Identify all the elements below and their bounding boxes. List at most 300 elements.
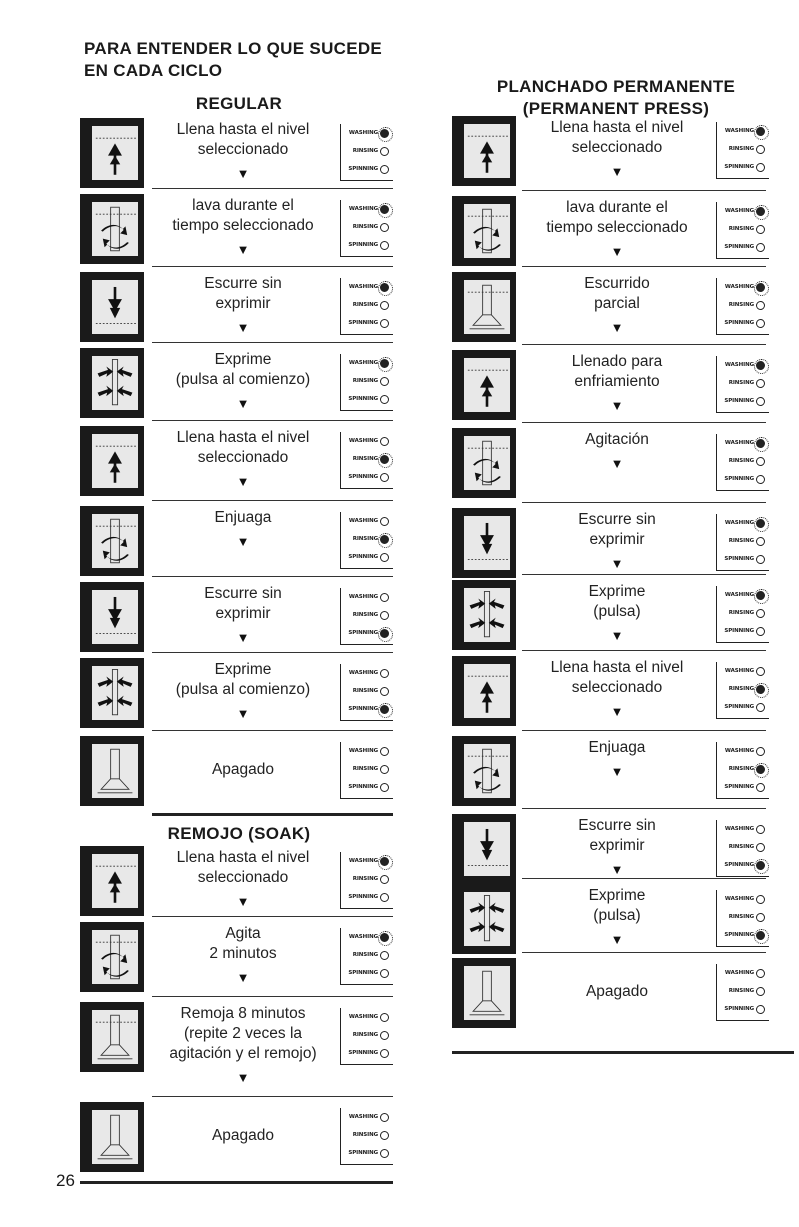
off-icon bbox=[452, 958, 516, 1028]
rinsing-indicator-label: RINSING bbox=[352, 535, 378, 542]
fill-icon bbox=[80, 426, 144, 496]
down-arrow-icon: ▼ bbox=[236, 630, 250, 645]
washing-indicator-row bbox=[717, 356, 769, 374]
fill-icon bbox=[452, 656, 516, 726]
regular-status-indicator-panel bbox=[340, 124, 393, 181]
soak-status-indicator-panel bbox=[340, 1108, 393, 1165]
spinning-indicator-label: SPINNING bbox=[724, 703, 754, 710]
washing-indicator-row bbox=[341, 278, 393, 296]
washing-indicator-row bbox=[717, 820, 769, 838]
spinning-indicator-row bbox=[341, 1044, 393, 1062]
spinning-indicator-row bbox=[717, 698, 769, 716]
permanent-press-step-description bbox=[522, 430, 712, 472]
permanent-press-step-description bbox=[522, 118, 712, 180]
rinsing-light-off-icon bbox=[756, 843, 765, 852]
page-number: 26 bbox=[56, 1171, 75, 1190]
page-title bbox=[84, 38, 414, 82]
washing-light-off-icon bbox=[756, 895, 765, 904]
fill-icon bbox=[80, 118, 144, 188]
drain-icon bbox=[80, 582, 144, 652]
permanent-press-status-indicator-panel bbox=[716, 742, 769, 799]
spinning-indicator-label: SPINNING bbox=[348, 1049, 378, 1056]
step-text: Agita 2 minutos bbox=[209, 925, 277, 962]
washing-light-off-icon bbox=[380, 747, 389, 756]
rinsing-indicator-label: RINSING bbox=[728, 765, 754, 772]
rinsing-light-off-icon bbox=[380, 611, 389, 620]
regular-status-indicator-panel bbox=[340, 354, 393, 411]
rinsing-indicator-row bbox=[717, 532, 769, 550]
spinning-light-on-icon bbox=[756, 861, 765, 870]
spin-icon bbox=[80, 348, 144, 418]
rinsing-indicator-label: RINSING bbox=[352, 223, 378, 230]
step-separator bbox=[152, 266, 393, 267]
rinsing-light-on-icon bbox=[756, 765, 765, 774]
rinsing-indicator-label: RINSING bbox=[352, 875, 378, 882]
step-text: Llena hasta el nivel seleccionado bbox=[176, 121, 310, 158]
step-text: Enjuaga bbox=[588, 739, 646, 756]
spinning-indicator-label: SPINNING bbox=[348, 893, 378, 900]
washing-indicator-label: WASHING bbox=[724, 207, 754, 214]
spinning-indicator-label: SPINNING bbox=[724, 475, 754, 482]
washing-indicator-row bbox=[341, 512, 393, 530]
step-separator bbox=[152, 188, 393, 189]
rinsing-indicator-row bbox=[717, 604, 769, 622]
spinning-light-off-icon bbox=[756, 397, 765, 406]
washing-indicator-label: WASHING bbox=[348, 517, 378, 524]
washing-light-off-icon bbox=[380, 437, 389, 446]
rinsing-light-off-icon bbox=[756, 379, 765, 388]
spinning-indicator-row bbox=[341, 160, 393, 178]
drain-icon bbox=[452, 508, 516, 578]
rinsing-indicator-label: RINSING bbox=[352, 147, 378, 154]
soak-step-description bbox=[152, 924, 334, 986]
permanent-press-status-indicator-panel bbox=[716, 586, 769, 643]
washing-indicator-label: WASHING bbox=[348, 933, 378, 940]
washing-indicator-label: WASHING bbox=[724, 283, 754, 290]
regular-step-description bbox=[152, 760, 334, 780]
washing-light-off-icon bbox=[380, 517, 389, 526]
permanent-press-status-indicator-panel bbox=[716, 514, 769, 571]
washing-light-off-icon bbox=[380, 1013, 389, 1022]
spinning-indicator-label: SPINNING bbox=[348, 783, 378, 790]
spinning-indicator-row bbox=[717, 158, 769, 176]
step-separator bbox=[522, 574, 766, 575]
spinning-indicator-row bbox=[341, 390, 393, 408]
washing-indicator-label: WASHING bbox=[348, 593, 378, 600]
rinsing-indicator-label: RINSING bbox=[352, 951, 378, 958]
washing-light-on-icon bbox=[380, 205, 389, 214]
fill-icon bbox=[452, 116, 516, 186]
washing-indicator-row bbox=[717, 514, 769, 532]
spinning-light-off-icon bbox=[380, 783, 389, 792]
washing-indicator-label: WASHING bbox=[724, 127, 754, 134]
spinning-indicator-row bbox=[717, 926, 769, 944]
rinsing-indicator-label: RINSING bbox=[728, 301, 754, 308]
agitate-icon bbox=[452, 196, 516, 266]
washing-indicator-label: WASHING bbox=[724, 969, 754, 976]
rinsing-light-on-icon bbox=[380, 455, 389, 464]
step-text: lava durante el tiempo seleccionado bbox=[546, 199, 688, 236]
permanent-press-status-indicator-panel bbox=[716, 122, 769, 179]
down-arrow-icon: ▼ bbox=[236, 320, 250, 335]
washing-light-on-icon bbox=[756, 283, 765, 292]
page-bottom-rule bbox=[80, 1181, 393, 1184]
spinning-indicator-label: SPINNING bbox=[348, 319, 378, 326]
spinning-indicator-row bbox=[341, 624, 393, 642]
spinning-indicator-row bbox=[717, 392, 769, 410]
rinsing-light-on-icon bbox=[756, 685, 765, 694]
spinning-indicator-label: SPINNING bbox=[724, 397, 754, 404]
spinning-indicator-label: SPINNING bbox=[348, 969, 378, 976]
spinning-indicator-row bbox=[717, 778, 769, 796]
rinsing-indicator-row bbox=[717, 374, 769, 392]
step-text: Exprime (pulsa al comienzo) bbox=[175, 351, 311, 388]
washing-indicator-row bbox=[341, 432, 393, 450]
step-separator bbox=[522, 730, 766, 731]
step-separator bbox=[522, 422, 766, 423]
washing-indicator-row bbox=[341, 1108, 393, 1126]
washing-indicator-row bbox=[717, 964, 769, 982]
step-separator bbox=[152, 342, 393, 343]
rinsing-light-off-icon bbox=[756, 987, 765, 996]
spinning-indicator-label: SPINNING bbox=[724, 555, 754, 562]
spinning-light-off-icon bbox=[756, 475, 765, 484]
rinsing-light-off-icon bbox=[380, 223, 389, 232]
soak-status-indicator-panel bbox=[340, 852, 393, 909]
permanent-press-step-description bbox=[522, 658, 712, 720]
rinsing-indicator-row bbox=[717, 296, 769, 314]
soak-section-title: REMOJO (SOAK) bbox=[167, 824, 311, 843]
washing-indicator-label: WASHING bbox=[348, 857, 378, 864]
washing-indicator-row bbox=[717, 278, 769, 296]
step-separator bbox=[522, 502, 766, 503]
spinning-light-off-icon bbox=[756, 163, 765, 172]
step-separator bbox=[522, 650, 766, 651]
step-separator bbox=[522, 808, 766, 809]
rinsing-indicator-row bbox=[341, 760, 393, 778]
step-text: Escurre sin exprimir bbox=[204, 585, 282, 622]
down-arrow-icon: ▼ bbox=[610, 456, 624, 471]
step-text: Llena hasta el nivel seleccionado bbox=[550, 119, 684, 156]
permanent-press-status-indicator-panel bbox=[716, 434, 769, 491]
down-arrow-icon: ▼ bbox=[236, 970, 250, 985]
permanent-press-step-description bbox=[522, 510, 712, 572]
off-icon bbox=[80, 736, 144, 806]
washing-indicator-row bbox=[341, 852, 393, 870]
rinsing-light-off-icon bbox=[380, 765, 389, 774]
step-text: Llena hasta el nivel seleccionado bbox=[176, 849, 310, 886]
spinning-light-on-icon bbox=[756, 931, 765, 940]
fill-icon bbox=[452, 350, 516, 420]
down-arrow-icon: ▼ bbox=[610, 164, 624, 179]
rinsing-light-off-icon bbox=[380, 951, 389, 960]
regular-step-description bbox=[152, 428, 334, 490]
step-separator bbox=[152, 500, 393, 501]
washing-light-off-icon bbox=[756, 825, 765, 834]
spinning-indicator-label: SPINNING bbox=[348, 473, 378, 480]
washing-indicator-label: WASHING bbox=[724, 591, 754, 598]
permanent-press-step-description bbox=[522, 274, 712, 336]
washing-light-on-icon bbox=[380, 283, 389, 292]
rinsing-light-on-icon bbox=[380, 535, 389, 544]
rinsing-indicator-label: RINSING bbox=[728, 987, 754, 994]
down-arrow-icon: ▼ bbox=[236, 474, 250, 489]
rinsing-indicator-label: RINSING bbox=[728, 913, 754, 920]
spinning-light-off-icon bbox=[380, 1149, 389, 1158]
rinsing-indicator-label: RINSING bbox=[352, 611, 378, 618]
soak-icon bbox=[80, 1002, 144, 1072]
step-separator bbox=[152, 1096, 393, 1097]
rinsing-light-off-icon bbox=[380, 875, 389, 884]
spin-icon bbox=[80, 658, 144, 728]
washing-light-on-icon bbox=[756, 361, 765, 370]
washing-light-on-icon bbox=[756, 591, 765, 600]
rinsing-light-off-icon bbox=[380, 687, 389, 696]
soak-status-indicator-panel bbox=[340, 928, 393, 985]
down-arrow-icon: ▼ bbox=[610, 862, 624, 877]
rinsing-indicator-row bbox=[341, 1026, 393, 1044]
washing-indicator-row bbox=[717, 586, 769, 604]
washing-indicator-label: WASHING bbox=[348, 359, 378, 366]
down-arrow-icon: ▼ bbox=[610, 704, 624, 719]
rinsing-light-off-icon bbox=[756, 537, 765, 546]
spinning-light-off-icon bbox=[380, 553, 389, 562]
spinning-light-off-icon bbox=[756, 627, 765, 636]
spinning-indicator-row bbox=[341, 778, 393, 796]
step-text: lava durante el tiempo seleccionado bbox=[172, 197, 314, 234]
washing-indicator-label: WASHING bbox=[724, 361, 754, 368]
down-arrow-icon: ▼ bbox=[236, 706, 250, 721]
permanent-press-status-indicator-panel bbox=[716, 278, 769, 335]
permanent-press-title-line-2: (PERMANENT PRESS) bbox=[522, 99, 710, 118]
spin-icon bbox=[452, 580, 516, 650]
washing-indicator-label: WASHING bbox=[724, 895, 754, 902]
washing-light-on-icon bbox=[380, 129, 389, 138]
washing-indicator-row bbox=[341, 200, 393, 218]
spinning-light-off-icon bbox=[380, 969, 389, 978]
permanent-press-status-indicator-panel bbox=[716, 356, 769, 413]
rinsing-light-off-icon bbox=[380, 377, 389, 386]
rinsing-indicator-row bbox=[717, 452, 769, 470]
permanent-press-status-indicator-panel bbox=[716, 964, 769, 1021]
rinsing-indicator-label: RINSING bbox=[352, 377, 378, 384]
rinsing-light-off-icon bbox=[380, 1131, 389, 1140]
rinsing-light-off-icon bbox=[756, 913, 765, 922]
permanent-press-step-description bbox=[522, 582, 712, 644]
rinsing-indicator-row bbox=[341, 296, 393, 314]
spinning-indicator-row bbox=[341, 548, 393, 566]
rinsing-light-off-icon bbox=[756, 457, 765, 466]
spinning-indicator-row bbox=[341, 1144, 393, 1162]
step-text: Exprime (pulsa) bbox=[588, 887, 646, 924]
washing-indicator-row bbox=[717, 662, 769, 680]
rinsing-indicator-label: RINSING bbox=[728, 379, 754, 386]
spinning-light-on-icon bbox=[380, 629, 389, 638]
permanent-press-status-indicator-panel bbox=[716, 820, 769, 877]
washing-light-on-icon bbox=[380, 933, 389, 942]
washing-indicator-row bbox=[717, 202, 769, 220]
spinning-light-off-icon bbox=[380, 241, 389, 250]
drain-icon bbox=[80, 272, 144, 342]
rinsing-indicator-row bbox=[717, 760, 769, 778]
off-icon bbox=[80, 1102, 144, 1172]
spinning-indicator-label: SPINNING bbox=[724, 783, 754, 790]
rinsing-indicator-row bbox=[341, 870, 393, 888]
washing-indicator-label: WASHING bbox=[724, 519, 754, 526]
spinning-indicator-label: SPINNING bbox=[348, 241, 378, 248]
washing-light-on-icon bbox=[756, 439, 765, 448]
washing-light-off-icon bbox=[380, 593, 389, 602]
washing-light-on-icon bbox=[756, 519, 765, 528]
soak-icon bbox=[452, 272, 516, 342]
washing-indicator-row bbox=[341, 124, 393, 142]
step-separator bbox=[152, 996, 393, 997]
spinning-light-off-icon bbox=[756, 243, 765, 252]
washing-indicator-row bbox=[341, 742, 393, 760]
regular-status-indicator-panel bbox=[340, 512, 393, 569]
down-arrow-icon: ▼ bbox=[610, 244, 624, 259]
down-arrow-icon: ▼ bbox=[610, 556, 624, 571]
regular-step-description bbox=[152, 120, 334, 182]
down-arrow-icon: ▼ bbox=[236, 242, 250, 257]
washing-indicator-label: WASHING bbox=[724, 825, 754, 832]
spinning-light-off-icon bbox=[380, 1049, 389, 1058]
rinsing-indicator-label: RINSING bbox=[352, 687, 378, 694]
spinning-indicator-row bbox=[341, 236, 393, 254]
regular-step-description bbox=[152, 660, 334, 722]
spinning-indicator-row bbox=[341, 468, 393, 486]
spinning-indicator-row bbox=[717, 1000, 769, 1018]
rinsing-indicator-row bbox=[341, 218, 393, 236]
rinsing-indicator-row bbox=[341, 682, 393, 700]
down-arrow-icon: ▼ bbox=[236, 534, 250, 549]
spinning-light-off-icon bbox=[380, 473, 389, 482]
rinsing-light-off-icon bbox=[380, 1031, 389, 1040]
regular-step-description bbox=[152, 350, 334, 412]
spin-icon bbox=[452, 884, 516, 954]
spinning-light-off-icon bbox=[756, 1005, 765, 1014]
down-arrow-icon: ▼ bbox=[610, 320, 624, 335]
rinsing-indicator-row bbox=[717, 908, 769, 926]
regular-step-description bbox=[152, 196, 334, 258]
rinsing-indicator-row bbox=[341, 1126, 393, 1144]
page-title-line-2: EN CADA CICLO bbox=[84, 61, 223, 80]
spinning-light-off-icon bbox=[756, 555, 765, 564]
rinsing-light-off-icon bbox=[756, 609, 765, 618]
spinning-indicator-row bbox=[717, 314, 769, 332]
soak-step-description bbox=[152, 1004, 334, 1086]
regular-step-description bbox=[152, 508, 334, 550]
rinsing-light-off-icon bbox=[380, 147, 389, 156]
washing-light-off-icon bbox=[756, 747, 765, 756]
regular-status-indicator-panel bbox=[340, 278, 393, 335]
washing-light-off-icon bbox=[380, 669, 389, 678]
step-text: Apagado bbox=[211, 1127, 275, 1144]
spinning-indicator-label: SPINNING bbox=[348, 165, 378, 172]
step-separator bbox=[522, 266, 766, 267]
washing-light-off-icon bbox=[380, 1113, 389, 1122]
permanent-press-status-indicator-panel bbox=[716, 890, 769, 947]
spinning-indicator-label: SPINNING bbox=[724, 627, 754, 634]
step-text: Apagado bbox=[585, 983, 649, 1000]
regular-status-indicator-panel bbox=[340, 200, 393, 257]
washing-indicator-row bbox=[341, 928, 393, 946]
spinning-indicator-row bbox=[717, 550, 769, 568]
down-arrow-icon: ▼ bbox=[610, 764, 624, 779]
spinning-light-off-icon bbox=[756, 783, 765, 792]
down-arrow-icon: ▼ bbox=[610, 932, 624, 947]
rinsing-indicator-label: RINSING bbox=[728, 457, 754, 464]
permanent-press-step-description bbox=[522, 982, 712, 1002]
spinning-light-off-icon bbox=[380, 319, 389, 328]
washing-indicator-row bbox=[717, 434, 769, 452]
washing-indicator-label: WASHING bbox=[348, 205, 378, 212]
spinning-indicator-label: SPINNING bbox=[348, 629, 378, 636]
rinsing-indicator-label: RINSING bbox=[352, 765, 378, 772]
soak-status-indicator-panel bbox=[340, 1008, 393, 1065]
washing-indicator-row bbox=[717, 122, 769, 140]
regular-section-divider bbox=[152, 813, 393, 816]
spinning-indicator-label: SPINNING bbox=[724, 1005, 754, 1012]
washing-indicator-label: WASHING bbox=[724, 667, 754, 674]
spinning-light-off-icon bbox=[756, 319, 765, 328]
washing-indicator-row bbox=[341, 354, 393, 372]
washing-indicator-label: WASHING bbox=[348, 1013, 378, 1020]
spinning-light-off-icon bbox=[380, 165, 389, 174]
regular-step-description bbox=[152, 274, 334, 336]
rinsing-indicator-label: RINSING bbox=[352, 455, 378, 462]
rinsing-indicator-label: RINSING bbox=[728, 225, 754, 232]
washing-light-on-icon bbox=[756, 207, 765, 216]
rinsing-indicator-row bbox=[717, 220, 769, 238]
washing-light-on-icon bbox=[756, 127, 765, 136]
washing-indicator-label: WASHING bbox=[348, 437, 378, 444]
washing-indicator-label: WASHING bbox=[348, 669, 378, 676]
permanent-press-step-description bbox=[522, 816, 712, 878]
fill-icon bbox=[80, 846, 144, 916]
spinning-light-on-icon bbox=[380, 705, 389, 714]
rinsing-light-off-icon bbox=[756, 301, 765, 310]
drain-icon bbox=[452, 814, 516, 884]
spinning-indicator-row bbox=[341, 888, 393, 906]
permanent-press-section-title bbox=[434, 76, 798, 120]
rinsing-indicator-row bbox=[341, 946, 393, 964]
step-separator bbox=[522, 878, 766, 879]
rinsing-indicator-label: RINSING bbox=[728, 537, 754, 544]
step-text: Agitación bbox=[585, 431, 649, 448]
rinsing-indicator-label: RINSING bbox=[728, 609, 754, 616]
down-arrow-icon: ▼ bbox=[236, 1070, 250, 1085]
spinning-indicator-row bbox=[341, 964, 393, 982]
step-text: Escurre sin exprimir bbox=[578, 511, 656, 548]
step-separator bbox=[152, 916, 393, 917]
rinsing-indicator-row bbox=[341, 142, 393, 160]
rinsing-light-off-icon bbox=[756, 145, 765, 154]
washing-indicator-label: WASHING bbox=[348, 1113, 378, 1120]
page-title-line-1: PARA ENTENDER LO QUE SUCEDE bbox=[84, 39, 383, 58]
regular-status-indicator-panel bbox=[340, 742, 393, 799]
spinning-indicator-label: SPINNING bbox=[348, 705, 378, 712]
down-arrow-icon: ▼ bbox=[610, 628, 624, 643]
permanent-press-step-description bbox=[522, 886, 712, 948]
rinsing-indicator-label: RINSING bbox=[728, 685, 754, 692]
rinsing-indicator-row bbox=[717, 140, 769, 158]
step-text: Llenado para enfriamiento bbox=[571, 353, 663, 390]
step-text: Escurrido parcial bbox=[584, 275, 650, 312]
rinsing-indicator-label: RINSING bbox=[728, 843, 754, 850]
washing-light-off-icon bbox=[756, 969, 765, 978]
regular-status-indicator-panel bbox=[340, 588, 393, 645]
